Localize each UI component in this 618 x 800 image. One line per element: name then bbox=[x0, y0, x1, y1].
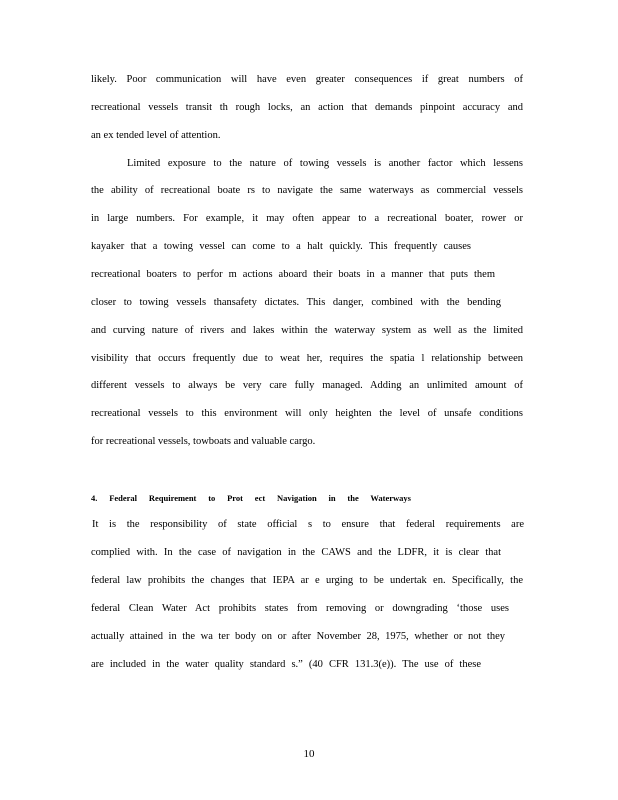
text-line: federal law prohibits the changes that IEPA ar e urging to be undertak en. Specifically, the bbox=[91, 575, 523, 586]
text-line: and curving nature of rivers and lakes within the waterway system as well as the limited bbox=[91, 325, 523, 336]
text-line: federal Clean Water Act prohibits states from removing or downgrading ‘those uses bbox=[91, 603, 509, 614]
text-line: complied with. In the case of navigation in the CAWS and the LDFR, it is clear that bbox=[91, 547, 501, 558]
text-line: are included in the water quality standard s.” (40 CFR 131.3(e)). The use of these bbox=[91, 659, 481, 670]
text-line: likely. Poor communication will have even greater consequences if great numbers of bbox=[91, 74, 523, 85]
text-line: recreational vessels transit th rough locks, an action that demands pinpoint accuracy and bbox=[91, 102, 523, 113]
text-line: recreational boaters to perfor m actions aboard their boats in a manner that puts them bbox=[91, 269, 495, 280]
text-line: an ex tended level of attention. bbox=[91, 130, 221, 141]
page-number: 10 bbox=[303, 748, 315, 760]
text-line: the ability of recreational boate rs to navigate the same waterways as commercial vessels bbox=[91, 185, 523, 196]
text-line: It is the responsibility of state official s to ensure that federal requirements are bbox=[92, 519, 524, 530]
text-line: different vessels to always be very care fully managed. Adding an unlimited amount of bbox=[91, 380, 523, 391]
text-line: closer to towing vessels thansafety dictates. This danger, combined with the bending bbox=[91, 297, 501, 308]
text-line: recreational vessels to this environment will only heighten the level of unsafe conditions bbox=[91, 408, 523, 419]
text-line: kayaker that a towing vessel can come to a halt quickly. This frequently causes bbox=[91, 241, 471, 252]
text-line: actually attained in the wa ter body on or after November 28, 1975, whether or not they bbox=[91, 631, 505, 642]
text-line: Limited exposure to the nature of towing vessels is another factor which lessens bbox=[127, 158, 523, 169]
text-line: in large numbers. For example, it may often appear to a recreational boater, rower or bbox=[91, 213, 523, 224]
text-line: visibility that occurs frequently due to weat her, requires the spatia l relationship between bbox=[91, 353, 523, 364]
text-line: for recreational vessels, towboats and valuable cargo. bbox=[91, 436, 316, 447]
section-heading: 4. Federal Requirement to Prot ect Navigation in the Waterways bbox=[91, 493, 411, 503]
